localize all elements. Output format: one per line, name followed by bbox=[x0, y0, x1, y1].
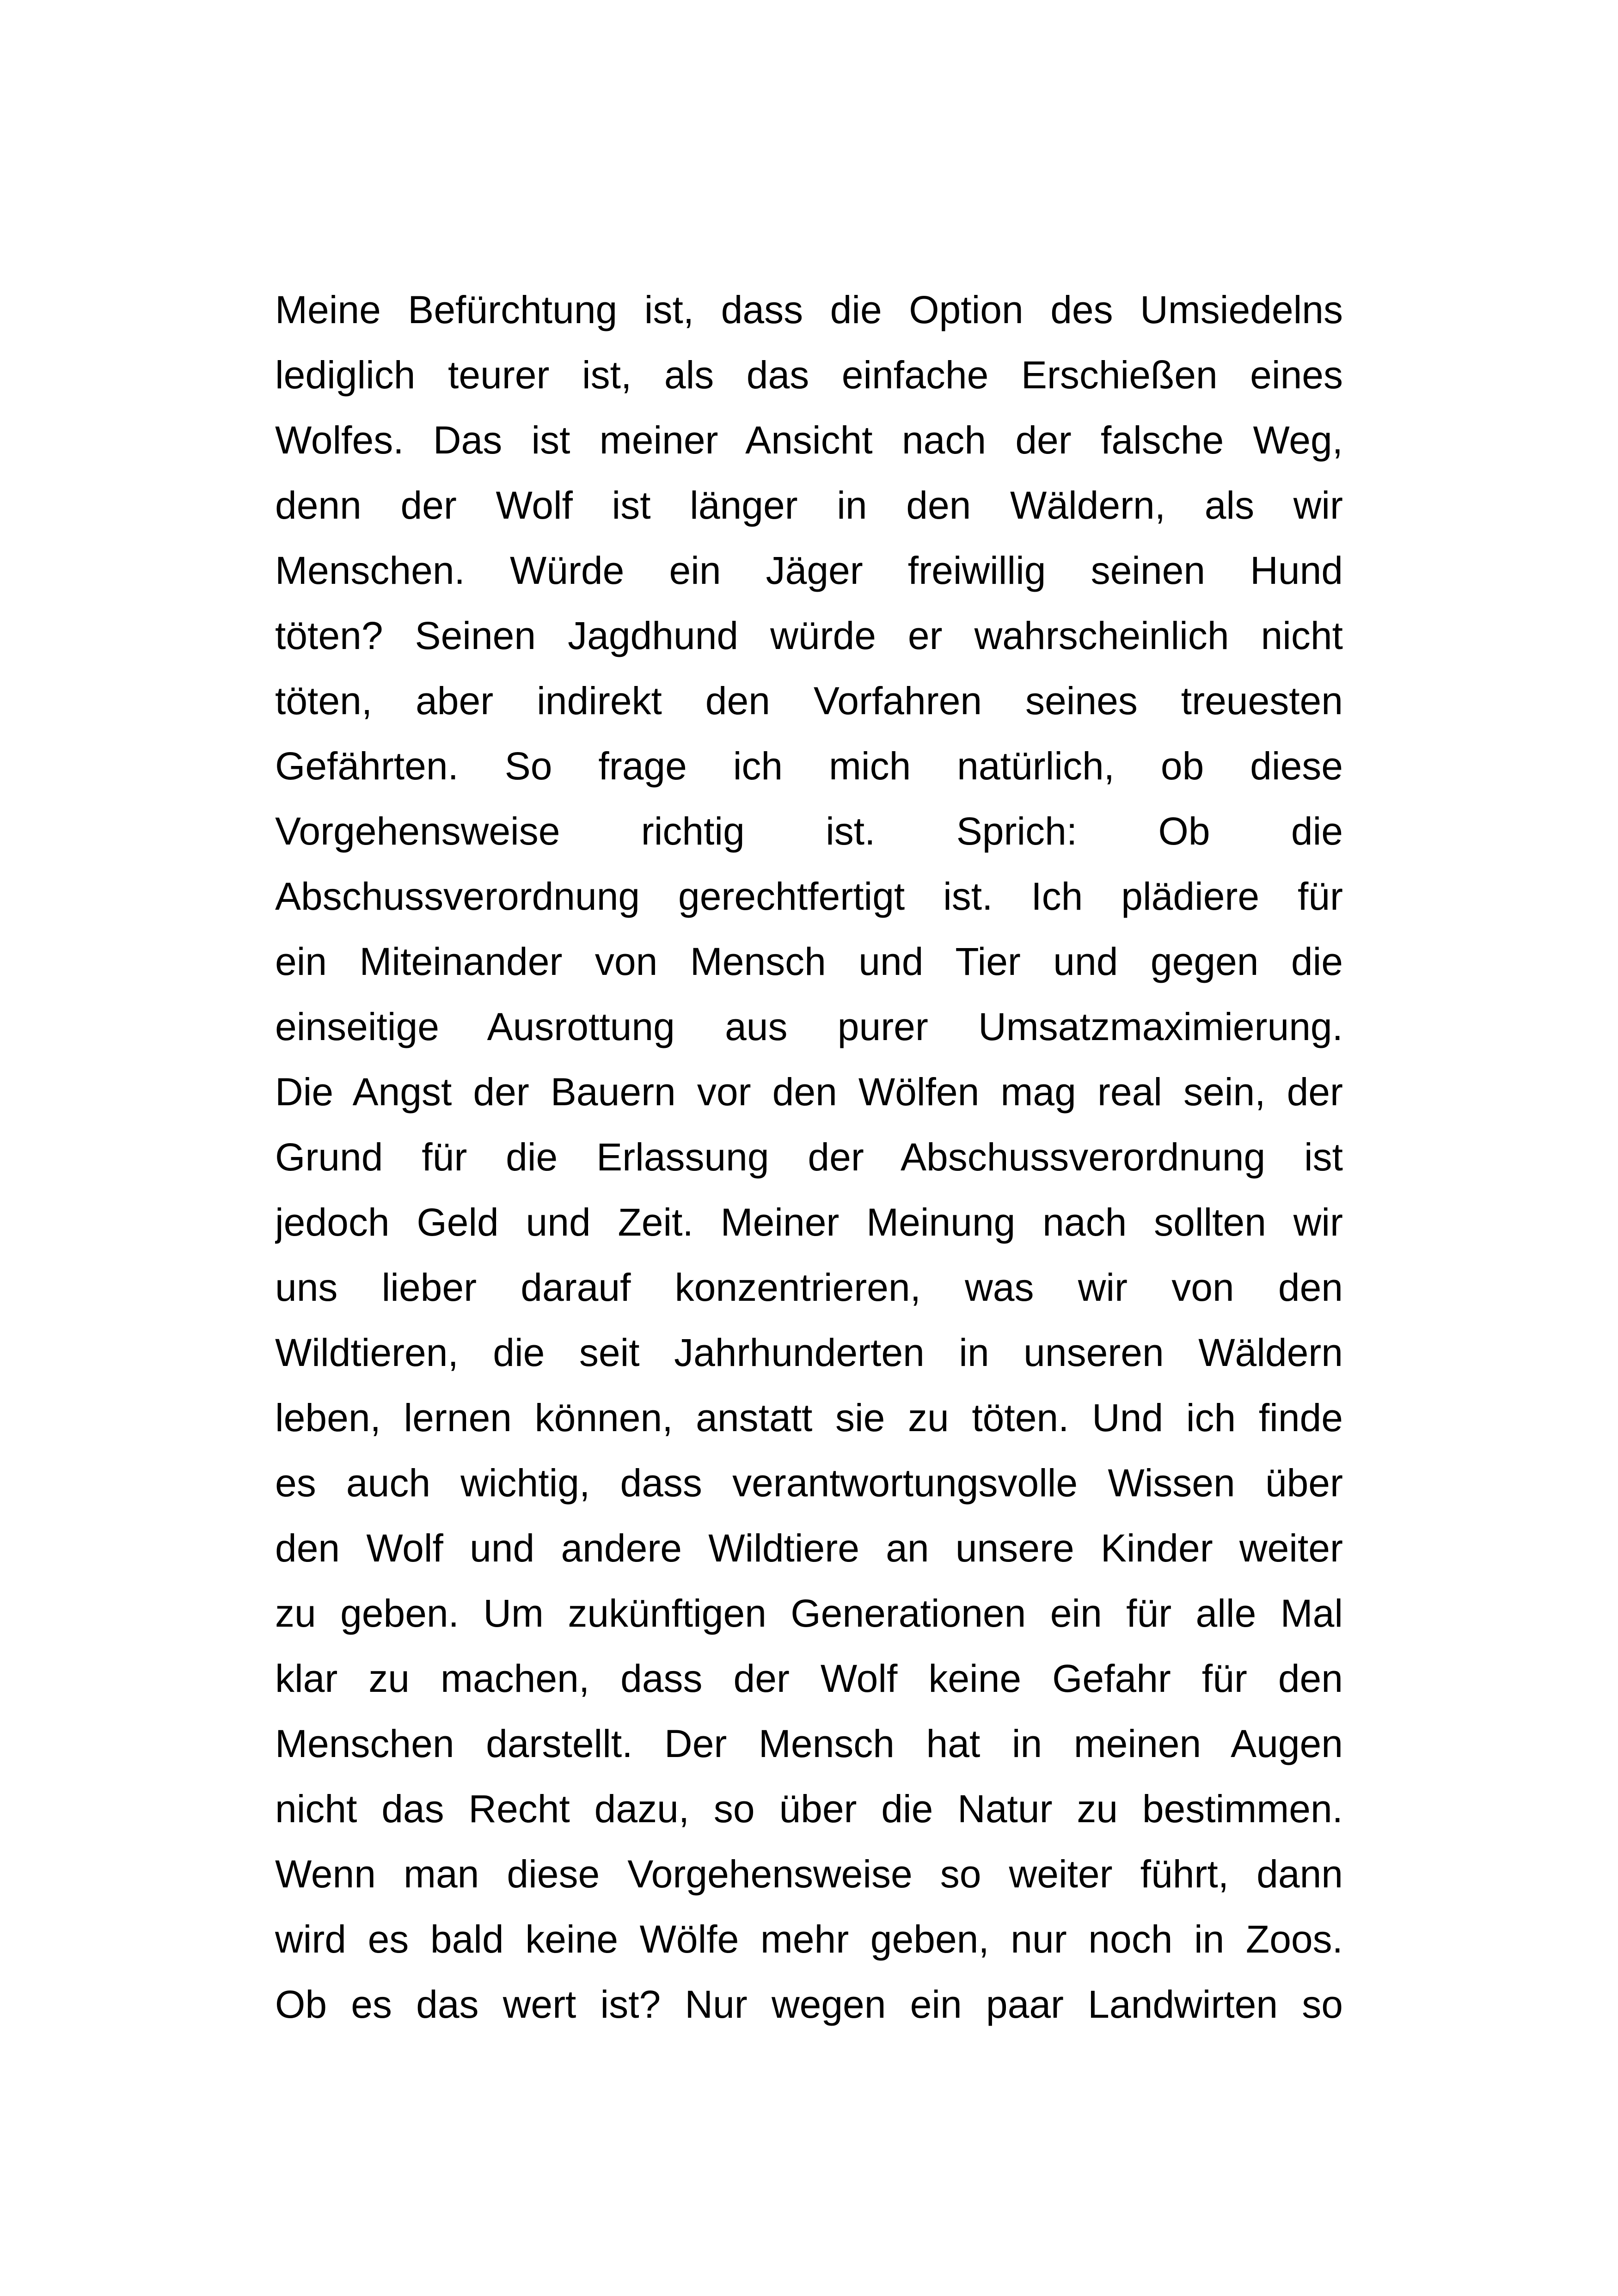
text-line: Grund für die Erlassung der Abschussverordnung ist bbox=[275, 1135, 1343, 1179]
text-line: leben, lernen können, anstatt sie zu töten. Und ich finde bbox=[275, 1396, 1343, 1439]
text-line: Vorgehensweise richtig ist. Sprich: Ob die bbox=[275, 809, 1343, 853]
body-paragraph bbox=[275, 277, 1343, 2037]
text-line: denn der Wolf ist länger in den Wäldern, als wir bbox=[275, 484, 1343, 527]
text-line: Menschen. Würde ein Jäger freiwillig seinen Hund bbox=[275, 549, 1343, 592]
text-line: es auch wichtig, dass verantwortungsvolle Wissen über bbox=[275, 1461, 1343, 1505]
text-line: Wenn man diese Vorgehensweise so weiter führt, dann bbox=[275, 1852, 1343, 1896]
text-line: Meine Befürchtung ist, dass die Option des Umsiedelns bbox=[275, 288, 1343, 331]
text-line: zu geben. Um zukünftigen Generationen ein für alle Mal bbox=[275, 1592, 1343, 1635]
text-line: einseitige Ausrottung aus purer Umsatzmaximierung. bbox=[275, 1005, 1343, 1048]
text-line: Menschen darstellt. Der Mensch hat in meinen Augen bbox=[275, 1722, 1343, 1765]
text-line: wird es bald keine Wölfe mehr geben, nur noch in Zoos. bbox=[275, 1917, 1343, 1961]
text-line: Wildtieren, die seit Jahrhunderten in unseren Wäldern bbox=[275, 1331, 1343, 1374]
text-line: jedoch Geld und Zeit. Meiner Meinung nach sollten wir bbox=[275, 1200, 1343, 1244]
text-line: lediglich teurer ist, als das einfache Erschießen eines bbox=[275, 353, 1343, 397]
text-line: Die Angst der Bauern vor den Wölfen mag real sein, der bbox=[275, 1070, 1343, 1114]
text-line: uns lieber darauf konzentrieren, was wir von den bbox=[275, 1266, 1343, 1309]
text-line: den Wolf und andere Wildtiere an unsere Kinder weiter bbox=[275, 1526, 1343, 1570]
text-line: töten? Seinen Jagdhund würde er wahrscheinlich nicht bbox=[275, 614, 1343, 657]
text-line: Abschussverordnung gerechtfertigt ist. Ich plädiere für bbox=[275, 875, 1343, 918]
text-line: Gefährten. So frage ich mich natürlich, ob diese bbox=[275, 744, 1343, 788]
text-line: Wolfes. Das ist meiner Ansicht nach der falsche Weg, bbox=[275, 418, 1343, 462]
text-line: nicht das Recht dazu, so über die Natur zu bestimmen. bbox=[275, 1787, 1343, 1831]
text-line: töten, aber indirekt den Vorfahren seines treuesten bbox=[275, 679, 1343, 722]
text-line: Ob es das wert ist? Nur wegen ein paar Landwirten so bbox=[275, 1983, 1343, 2026]
text-line: ein Miteinander von Mensch und Tier und gegen die bbox=[275, 940, 1343, 983]
text-line: klar zu machen, dass der Wolf keine Gefahr für den bbox=[275, 1657, 1343, 1700]
